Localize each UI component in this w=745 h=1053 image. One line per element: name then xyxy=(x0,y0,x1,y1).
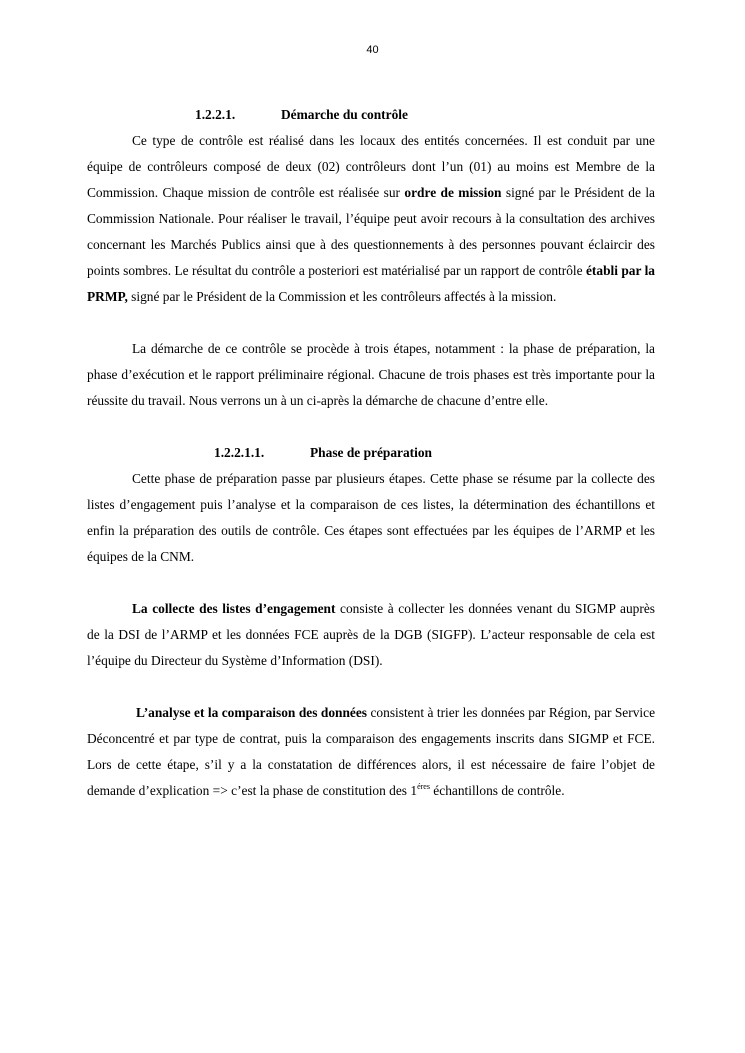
paragraph-phase-preparation: Cette phase de préparation passe par plusieurs étapes. Cette phase se résume par la collecte des listes d’engagement puis l’analyse et la comparaison de ces listes, la détermination des échantillons et enfin la préparation des outils de contrôle. Ces étapes sont effectuées par les équipes de l’ARMP et les équipes de la CNM. xyxy=(87,471,655,564)
bold-text-collecte: La collecte des listes d’engagement xyxy=(132,601,336,616)
paragraph-trois-etapes: La démarche de ce contrôle se procède à trois étapes, notamment : la phase de préparation, la phase d’exécution et le rapport préliminaire régional. Chacune de trois phases est très importante pour la réussite du travail. Nous verrons un à un ci-après la démarche de chacune d’entre elle. xyxy=(87,341,655,408)
text-run: échantillons de contrôle. xyxy=(429,783,565,798)
bold-text-prmp: établi par la PRMP, xyxy=(87,263,655,304)
bold-text-ordre-de-mission: ordre de mission xyxy=(404,185,502,200)
text-run: consistent à trier les données par Région, par Service Déconcentré et par type de contrat, puis la comparaison des engagements inscrits dans SIGMP et FCE. Lors de cette étape, s’il y a la constatation de différences alors, il est nécessaire de faire l’objet de demande d’explication => c’est la phase de constitution des 1 xyxy=(87,705,656,798)
section-heading-1-2-2-1 xyxy=(87,102,655,128)
section-title: Démarche du contrôle xyxy=(281,107,408,122)
paragraph-demarche xyxy=(87,128,655,310)
bold-text-analyse: L’analyse et la comparaison des données xyxy=(136,705,368,720)
document-body xyxy=(87,102,655,804)
section-title: Phase de préparation xyxy=(310,445,432,460)
paragraph-analyse xyxy=(87,700,655,804)
paragraph-collecte xyxy=(87,596,655,674)
text-run: signé par le Président de la Commission et les contrôleurs affectés à la mission. xyxy=(127,289,557,304)
text-run: consiste à collecter les données venant du SIGMP auprès de la DSI de l’ARMP et les données FCE auprès de la DGB (SIGFP). L’acteur responsable de cela est l’équipe du Directeur du Système d’Information (DSI). xyxy=(87,601,655,668)
section-number: 1.2.2.1.1. xyxy=(214,445,265,460)
text-run: signé par le Président de la Commission Nationale. Pour réaliser le travail, l’équipe peut avoir recours à la consultation des archives concernant les Marchés Publics ainsi que à des questionnements à des personnes pouvant éclaircir des points sombres. Le résultat du contrôle a posteriori est matérialisé par un rapport de contrôle xyxy=(87,185,655,278)
text-run: Ce type de contrôle est réalisé dans les locaux des entités concernées. Il est conduit par une équipe de contrôleurs composé de deux (02) contrôleurs dont l’un (01) au moins est Membre de la Commission. Chaque mission de contrôle est réalisée sur xyxy=(87,133,655,200)
section-heading-1-2-2-1-1 xyxy=(87,440,655,466)
section-number: 1.2.2.1. xyxy=(195,107,236,122)
superscript-eres: éres xyxy=(417,782,430,791)
page-number: 40 xyxy=(366,44,379,56)
